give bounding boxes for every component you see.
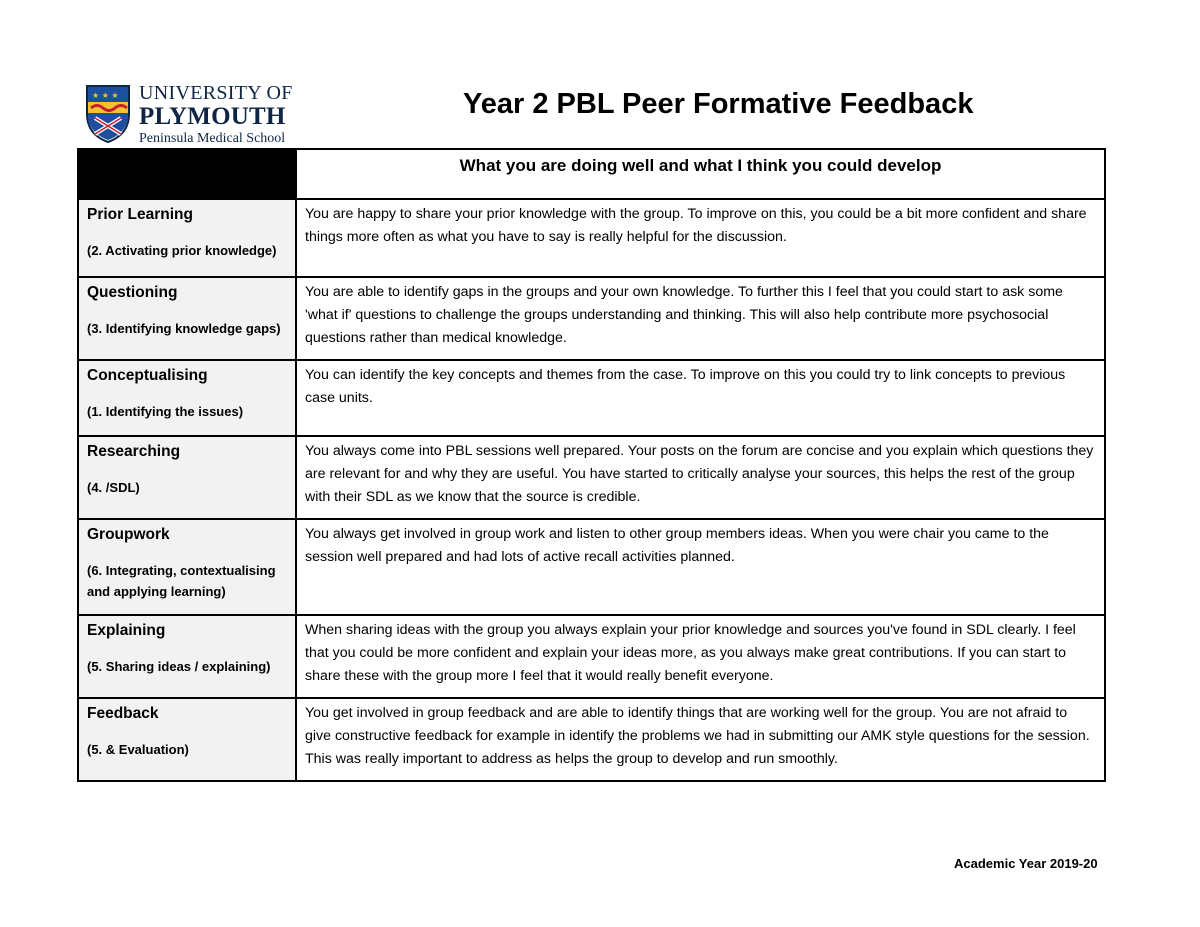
category-cell — [78, 360, 296, 436]
table-row — [78, 277, 1105, 360]
table-row — [78, 615, 1105, 698]
category-name: Questioning — [87, 284, 178, 301]
category-cell — [78, 519, 296, 615]
header-blank-cell — [78, 149, 296, 199]
category-name: Feedback — [87, 705, 159, 722]
category-subtitle: (3. Identifying knowledge gaps) — [87, 321, 281, 336]
category-subtitle: (1. Identifying the issues) — [87, 404, 244, 419]
category-name: Explaining — [87, 622, 166, 639]
category-subtitle: (5. Sharing ideas / explaining) — [87, 659, 271, 674]
category-cell — [78, 698, 296, 781]
academic-year-footer: Academic Year 2019-20 — [954, 856, 1098, 871]
category-name: Prior Learning — [87, 206, 193, 223]
feedback-table — [77, 148, 1106, 782]
logo-text — [139, 83, 293, 146]
feedback-text: You are happy to share your prior knowledge with the group. To improve on this, you could be a bit more confident and share things more often as what you have to say is really helpful for the discussion. — [296, 199, 1105, 277]
svg-text:★ ★ ★: ★ ★ ★ — [92, 91, 119, 100]
category-subtitle: (2. Activating prior knowledge) — [87, 243, 277, 258]
feedback-text: You get involved in group feedback and are able to identify things that are working well for the group. You are not afraid to give constructive feedback for example in identify the problems we had in submitting our AMK style questions for the session. This was really important to address as helps the group to develop and run smoothly. — [296, 698, 1105, 781]
category-subtitle: (5. & Evaluation) — [87, 742, 189, 757]
logo-line-school: Peninsula Medical School — [139, 130, 286, 146]
category-name: Conceptualising — [87, 367, 208, 384]
university-logo — [85, 83, 305, 145]
crest-icon — [85, 84, 131, 144]
category-cell — [78, 199, 296, 277]
feedback-text: You always come into PBL sessions well prepared. Your posts on the forum are concise and you explain which questions they are relevant for and why they are useful. You have started to critically analyse your sources, this helps the rest of the group with their SDL as we know that the source is credible. — [296, 436, 1105, 519]
category-name: Groupwork — [87, 526, 170, 543]
table-row — [78, 436, 1105, 519]
logo-line-plymouth: PLYMOUTH — [139, 102, 286, 130]
feedback-text: You always get involved in group work and listen to other group members ideas. When you were chair you came to the session well prepared and had lots of active recall activities planned. — [296, 519, 1105, 615]
table-row — [78, 199, 1105, 277]
feedback-text: When sharing ideas with the group you always explain your prior knowledge and sources you've found in SDL clearly. I feel that you could be more confident and explain your ideas more, as you always make great contributions. If you can start to share these with the group more I feel that it would really benefit everyone. — [296, 615, 1105, 698]
category-subtitle: (6. Integrating, contextualising and applying learning) — [87, 563, 276, 599]
logo-line-university: UNIVERSITY OF — [139, 81, 293, 104]
table-header-row — [78, 149, 1105, 199]
category-subtitle: (4. /SDL) — [87, 480, 140, 495]
header-cell: What you are doing well and what I think you could develop — [296, 149, 1105, 199]
table-row — [78, 360, 1105, 436]
feedback-text: You are able to identify gaps in the groups and your own knowledge. To further this I feel that you could start to ask some 'what if' questions to challenge the groups understanding and thinking. This will also help contribute more psychosocial questions rather than medical knowledge. — [296, 277, 1105, 360]
feedback-text: You can identify the key concepts and themes from the case. To improve on this you could try to link concepts to previous case units. — [296, 360, 1105, 436]
table-row — [78, 698, 1105, 781]
category-cell — [78, 277, 296, 360]
page-title: Year 2 PBL Peer Formative Feedback — [463, 88, 974, 120]
table-row — [78, 519, 1105, 615]
category-cell — [78, 436, 296, 519]
category-name: Researching — [87, 443, 181, 460]
category-cell — [78, 615, 296, 698]
